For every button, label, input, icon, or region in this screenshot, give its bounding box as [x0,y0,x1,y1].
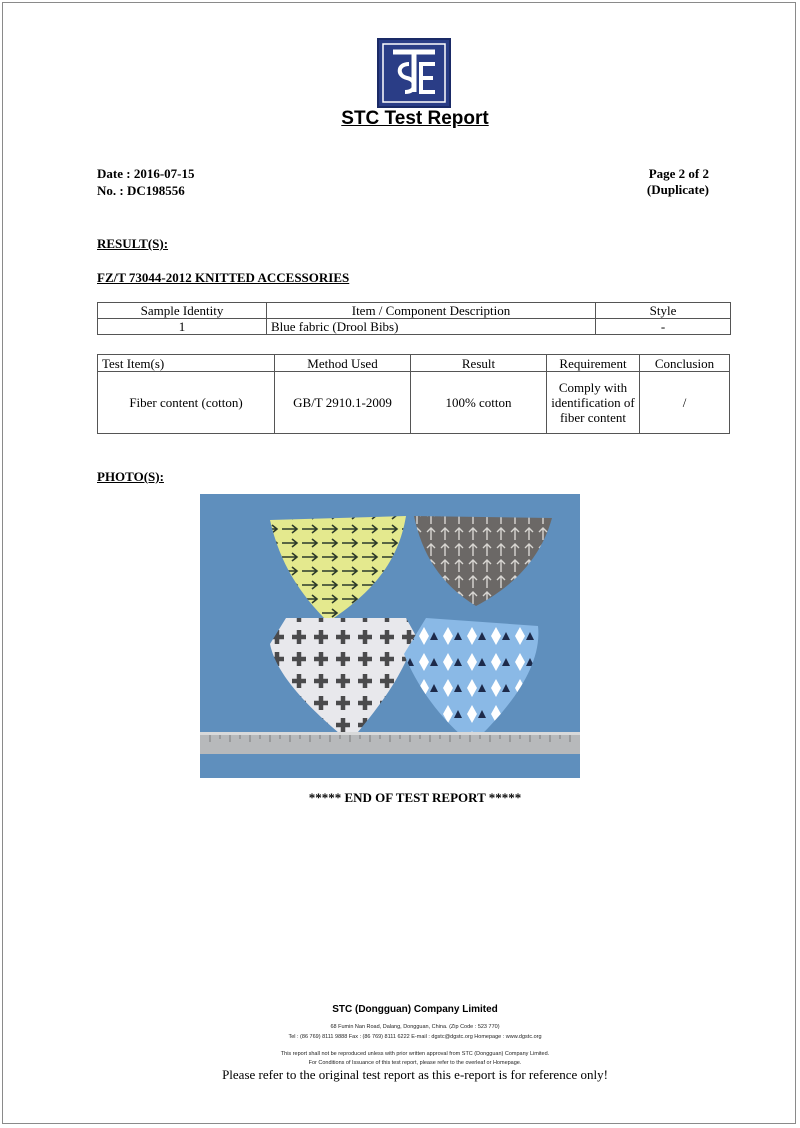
footer-contact: Tel : (86 769) 8111 9888 Fax : (86 769) 8111 6222 E-mail : dgstc@dgstc.org Homepage : www.dgstc.org [288,1034,542,1040]
table-header-cell: Requirement [547,355,640,372]
footer-note: For Conditions of Issuance of this test report, please refer to the overleaf or Homepage. [308,1060,522,1066]
table-cell: Comply with identification of fiber content [547,372,640,434]
footer-address: 68 Fumin Nan Road, Dalang, Dongguan, China. (Zip Code : 523 770) [330,1024,500,1030]
standard-heading: FZ/T 73044-2012 KNITTED ACCESSORIES [97,270,350,285]
copy-type: (Duplicate) [646,182,709,197]
sample-photo [200,494,580,778]
page-number: Page 2 of 2 [648,166,709,181]
table-row [98,372,730,434]
reference-note: Please refer to the original test report as this e-report is for reference only! [222,1067,608,1082]
test-table [97,354,730,434]
photo-heading: PHOTO(S): [97,469,164,484]
sample-table [97,302,731,335]
table-cell: Fiber content (cotton) [98,372,275,434]
table-header-cell: Result [411,355,547,372]
table-header-cell: Item / Component Description [267,303,596,319]
footer-company: STC (Dongguan) Company Limited [332,1004,498,1015]
page-info [647,166,709,198]
report-title: STC Test Report [341,108,489,129]
table-header-cell: Style [596,303,731,319]
table-header-cell: Method Used [275,355,411,372]
stc-logo [377,38,451,108]
table-row [98,319,731,335]
table-header-cell: Sample Identity [98,303,267,319]
table-cell: 100% cotton [411,372,547,434]
table-header-row [98,303,731,319]
table-cell: 1 [98,319,267,335]
table-cell: / [640,372,730,434]
table-cell: GB/T 2910.1-2009 [275,372,411,434]
number-label: No. [97,183,117,198]
footer-note: This report shall not be reproduced unless with prior written approval from STC (Dongguan) Company Limited. [280,1051,550,1057]
date-value: : 2016-07-15 [126,166,195,181]
date-label: Date [97,166,123,181]
result-heading: RESULT(S): [97,236,169,251]
table-cell: Blue fabric (Drool Bibs) [267,319,596,335]
table-header-cell: Test Item(s) [98,355,275,372]
table-header-row [98,355,730,372]
end-of-report: ***** END OF TEST REPORT ***** [308,790,522,805]
table-cell: - [596,319,731,335]
date-line [97,166,195,182]
number-value: : DC198556 [119,183,185,198]
table-header-cell: Conclusion [640,355,730,372]
number-line [97,183,185,199]
